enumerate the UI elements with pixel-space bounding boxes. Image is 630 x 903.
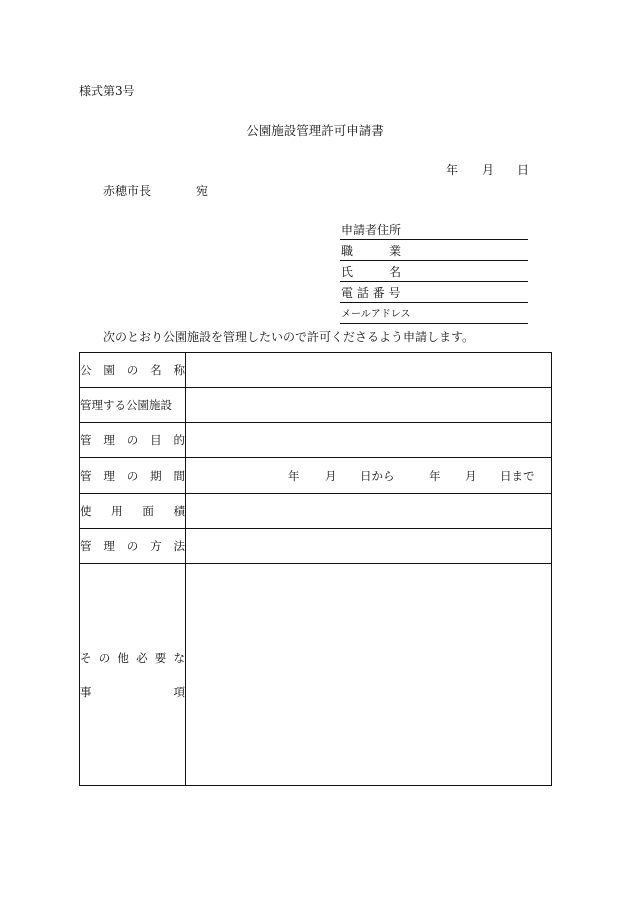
period-label [80,458,186,494]
label-char: 期 [150,468,162,483]
label-char: 名 [150,363,162,377]
other-matters-label [80,564,186,786]
method-label [80,529,186,564]
label-char: 積 [173,504,185,518]
table-row [80,388,552,423]
label-char: 公 [80,363,92,377]
label-char: 理 [103,539,115,553]
label-char: 称 [173,363,185,377]
applicant-address-field[interactable] [340,220,528,240]
label-text [80,468,185,484]
label-char: 他 [117,650,129,665]
label-char: の [126,363,139,377]
label-char: 要 [154,650,167,665]
label-char: 理 [103,433,115,447]
label-char: 間 [173,468,185,483]
label-char: な [173,650,185,665]
label-char: 法 [173,539,185,553]
applicant-phone-field[interactable] [340,283,528,303]
form-number: 様式第3号 [79,84,135,98]
park-name-label [80,353,186,388]
label-char: の [126,433,139,447]
label-char: 用 [111,504,123,518]
label-text [80,503,185,519]
facility-label-text: 管理する公園施設 [80,398,172,412]
label-text [80,432,185,448]
date-day-label: 日 [517,163,530,177]
applicant-email-label: メールアドレス [341,309,411,320]
applicant-phone-label: 電 話 番 号 [341,286,401,300]
table-row [80,353,552,388]
method-value[interactable] [186,529,552,564]
table-row [80,494,552,529]
label-char: 園 [103,363,115,377]
applicant-info [340,220,528,325]
period-month-end: 月 [465,469,477,483]
label-char: 目 [150,433,162,447]
park-name-value[interactable] [186,353,552,388]
other-matters-value[interactable] [186,564,552,786]
intro-text: 次のとおり公園施設を管理したいので許可くださるよう申請します。 [103,330,475,344]
period-value[interactable] [186,458,552,494]
period-year-start: 年 [288,469,300,483]
table-row [80,529,552,564]
period-day-start: 日から [360,469,395,483]
facility-label [80,388,186,423]
label-char: の [126,539,139,553]
table-row [80,458,552,494]
applicant-name-label: 氏 名 [341,265,402,279]
purpose-label [80,423,186,458]
date-month-label: 月 [482,163,495,177]
label-char: 方 [150,539,162,553]
applicant-occupation-label: 職 業 [341,244,402,258]
label-char: 管 [80,433,92,447]
applicant-email-field[interactable] [340,304,528,324]
applicant-occupation-field[interactable] [340,241,528,261]
label-char: 使 [80,504,92,518]
area-label [80,494,186,529]
other-matters-char: 事 [80,684,92,699]
label-char: 管 [80,468,92,483]
facility-value[interactable] [186,388,552,423]
addressee-name: 赤穂市長 [103,184,152,198]
period-year-end: 年 [429,469,441,483]
label-char: の [126,468,139,483]
purpose-value[interactable] [186,423,552,458]
label-text [80,538,185,554]
label-char: 面 [142,504,154,518]
applicant-address-label: 申請者住所 [341,223,402,237]
date-year-label: 年 [446,163,459,177]
label-char: そ [80,650,92,665]
addressee-suffix: 宛 [196,184,209,198]
page-title: 公園施設管理許可申請書 [246,123,384,138]
period-month-start: 月 [325,469,337,483]
other-matters-char: 項 [173,684,185,699]
label-text [80,362,185,378]
application-table [79,352,552,786]
label-char: 必 [136,650,148,665]
table-row [80,423,552,458]
applicant-name-field[interactable] [340,262,528,282]
area-value[interactable] [186,494,552,529]
table-row [80,564,552,786]
label-char: 管 [80,539,92,553]
label-char: 的 [173,433,185,447]
label-char: 理 [103,468,115,483]
period-day-end: 日まで [500,469,535,483]
label-text [80,650,185,666]
label-char: の [98,650,111,665]
